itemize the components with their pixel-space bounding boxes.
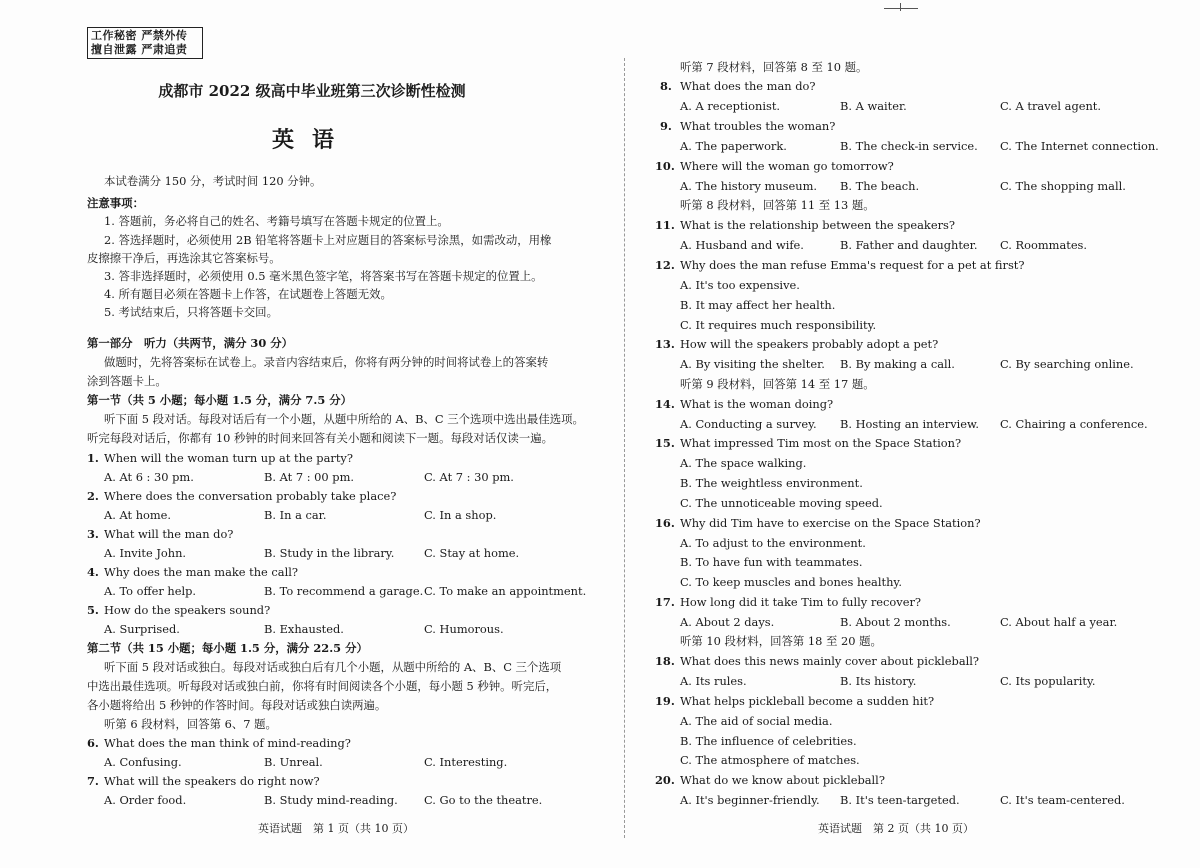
option-a: A. About 2 days.: [680, 615, 775, 629]
stamp-line-2: 擅自泄露 严肃追责: [91, 43, 188, 56]
question-number: 17.: [655, 595, 675, 609]
option-c: C. The shopping mall.: [1000, 179, 1126, 193]
part1-desc-1: 做题时，先将答案标在试卷上。录音内容结束后，你将有两分钟的时间将试卷上的答案转: [104, 355, 549, 369]
option-a: A. Husband and wife.: [680, 238, 804, 252]
subject-title: 英语: [271, 127, 352, 153]
section2-title: 第二节（共 15 小题；每小题 1.5 分，满分 22.5 分）: [87, 641, 368, 655]
question-stem: What do we know about pickleball?: [680, 773, 885, 787]
question-stem: What does the man do?: [680, 79, 816, 93]
stamp-line-1: 工作秘密 严禁外传: [91, 29, 188, 42]
material-9-header: 听第 9 段材料，回答第 14 至 17 题。: [680, 377, 875, 391]
question-number: 15.: [655, 436, 675, 450]
option-a: A. At home.: [104, 508, 172, 522]
option-a: A. A receptionist.: [680, 99, 781, 113]
option-a: A. Its rules.: [680, 674, 747, 688]
question-stem: How long did it take Tim to fully recover?: [680, 595, 921, 609]
question-stem: What will the man do?: [104, 527, 234, 541]
option-c: C. Roommates.: [1000, 238, 1088, 252]
option-a: A. At 6 : 30 pm.: [104, 470, 194, 484]
score-time: 本试卷满分 150 分，考试时间 120 分钟。: [104, 174, 322, 188]
option-b: B. Father and daughter.: [840, 238, 978, 252]
section2-desc-1: 听下面 5 段对话或独白。每段对话或独白后有几个小题，从题中所给的 A、B、C 三个选项: [104, 660, 562, 674]
option-c: C. About half a year.: [1000, 615, 1118, 629]
option-a: A. The paperwork.: [680, 139, 787, 153]
option-c: C. A travel agent.: [1000, 99, 1102, 113]
option-c: C. To keep muscles and bones healthy.: [680, 575, 902, 589]
note-3: 3. 答非选择题时，必须使用 0.5 毫米黑色签字笔，将答案书写在答题卡规定的位置上。: [104, 269, 543, 283]
question-number: 1.: [87, 451, 99, 465]
option-c: C. By searching online.: [1000, 357, 1134, 371]
option-c: C. Chairing a conference.: [1000, 417, 1148, 431]
option-a: A. The aid of social media.: [680, 714, 833, 728]
material-8-header: 听第 8 段材料，回答第 11 至 13 题。: [680, 198, 875, 212]
option-b: B. About 2 months.: [840, 615, 951, 629]
part1-desc-2: 涂到答题卡上。: [87, 374, 167, 388]
question-number: 3.: [87, 527, 99, 541]
question-stem: Where will the woman go tomorrow?: [680, 159, 894, 173]
exam-title: 成都市 2022 级高中毕业班第三次诊断性检测: [158, 82, 466, 100]
question-number: 5.: [87, 603, 99, 617]
question-number: 2.: [87, 489, 99, 503]
question-stem: What will the speakers do right now?: [104, 774, 320, 788]
option-a: A. To offer help.: [104, 584, 197, 598]
question-number: 14.: [655, 397, 675, 411]
option-b: B. By making a call.: [840, 357, 955, 371]
material-10-header: 听第 10 段材料，回答第 18 至 20 题。: [680, 634, 882, 648]
question-stem: What impressed Tim most on the Space Station?: [680, 436, 962, 450]
question-number: 7.: [87, 774, 99, 788]
note-2a: 2. 答选择题时，必须使用 2B 铅笔将答题卡上对应题目的答案标号涂黑，如需改动，用橡: [104, 233, 552, 247]
question-stem: Why does the man make the call?: [104, 565, 298, 579]
note-4: 4. 所有题目必须在答题卡上作答，在试题卷上答题无效。: [104, 287, 392, 301]
option-a: A. By visiting the shelter.: [680, 357, 825, 371]
question-number: 9.: [660, 119, 672, 133]
confidential-stamp: [87, 27, 203, 59]
option-b: B. The weightless environment.: [680, 476, 863, 490]
question-stem: Why did Tim have to exercise on the Space Station?: [680, 516, 981, 530]
option-c: C. At 7 : 30 pm.: [424, 470, 514, 484]
option-a: A. The history museum.: [680, 179, 818, 193]
note-5: 5. 考试结束后，只将答题卡交回。: [104, 305, 278, 319]
option-b: B. In a car.: [264, 508, 327, 522]
option-b: B. Exhausted.: [264, 622, 344, 636]
notes-title: 注意事项：: [87, 196, 144, 210]
option-b: B. Unreal.: [264, 755, 323, 769]
question-stem: What helps pickleball become a sudden hit?: [680, 694, 935, 708]
option-b: B. The check-in service.: [840, 139, 978, 153]
option-c: C. The atmosphere of matches.: [680, 753, 860, 767]
page-footer-2: 英语试题 第 2 页（共 10 页）: [818, 822, 974, 835]
option-b: B. A waiter.: [840, 99, 907, 113]
page-2: [628, 0, 1200, 868]
option-a: A. Conducting a survey.: [680, 417, 817, 431]
option-c: C. Interesting.: [424, 755, 508, 769]
option-a: A. It's too expensive.: [680, 278, 800, 292]
option-b: B. The beach.: [840, 179, 920, 193]
part1-title: 第一部分 听力（共两节，满分 30 分）: [87, 336, 294, 350]
page-divider: [624, 58, 625, 838]
question-stem: What is the relationship between the speakers?: [680, 218, 955, 232]
section1-title: 第一节（共 5 小题；每小题 1.5 分，满分 7.5 分）: [87, 393, 352, 407]
option-a: A. Order food.: [104, 793, 187, 807]
option-c: C. Go to the theatre.: [424, 793, 543, 807]
option-c: C. It requires much responsibility.: [680, 318, 877, 332]
option-a: A. Invite John.: [104, 546, 187, 560]
page-footer-1: 英语试题 第 1 页（共 10 页）: [258, 822, 414, 835]
material-7-header: 听第 7 段材料，回答第 8 至 10 题。: [680, 60, 868, 74]
question-number: 18.: [655, 654, 675, 668]
option-b: B. At 7 : 00 pm.: [264, 470, 354, 484]
material-6-header: 听第 6 段材料，回答第 6、7 题。: [104, 717, 277, 731]
section1-desc-2: 听完每段对话后，你都有 10 秒钟的时间来回答有关小题和阅读下一题。每段对话仅读一遍。: [87, 431, 553, 445]
option-b: B. To recommend a garage.: [264, 584, 424, 598]
question-number: 12.: [655, 258, 675, 272]
option-b: B. It may affect her health.: [680, 298, 836, 312]
question-stem: Where does the conversation probably take place?: [104, 489, 397, 503]
question-number: 8.: [660, 79, 672, 93]
question-number: 19.: [655, 694, 675, 708]
question-stem: How do the speakers sound?: [104, 603, 271, 617]
question-number: 6.: [87, 736, 99, 750]
question-number: 20.: [655, 773, 675, 787]
section2-desc-2: 中选出最佳选项。听每段对话或独白前，你将有时间阅读各个小题，每小题 5 秒钟。听完后，: [87, 679, 558, 693]
question-stem: Why does the man refuse Emma's request for a pet at first?: [680, 258, 1025, 272]
section1-desc-1: 听下面 5 段对话。每段对话后有一个小题，从题中所给的 A、B、C 三个选项中选出最佳选项。: [104, 412, 584, 426]
option-c: C. Humorous.: [424, 622, 504, 636]
option-b: B. It's teen-targeted.: [840, 793, 960, 807]
option-a: A. It's beginner-friendly.: [680, 793, 820, 807]
option-a: A. The space walking.: [680, 456, 807, 470]
question-number: 13.: [655, 337, 675, 351]
option-c: C. In a shop.: [424, 508, 497, 522]
option-b: B. Its history.: [840, 674, 917, 688]
option-c: C. The Internet connection.: [1000, 139, 1159, 153]
option-c: C. Its popularity.: [1000, 674, 1096, 688]
option-c: C. Stay at home.: [424, 546, 520, 560]
question-stem: How will the speakers probably adopt a pet?: [680, 337, 939, 351]
question-stem: What does this news mainly cover about pickleball?: [680, 654, 980, 668]
section2-desc-3: 各小题将给出 5 秒钟的作答时间。每段对话或独白读两遍。: [87, 698, 387, 712]
question-number: 4.: [87, 565, 99, 579]
option-b: B. Study in the library.: [264, 546, 395, 560]
question-stem: What does the man think of mind-reading?: [104, 736, 351, 750]
option-c: C. It's team-centered.: [1000, 793, 1125, 807]
question-number: 10.: [655, 159, 675, 173]
option-b: B. To have fun with teammates.: [680, 555, 863, 569]
question-number: 16.: [655, 516, 675, 530]
option-c: C. To make an appointment.: [424, 584, 587, 598]
option-b: B. The influence of celebrities.: [680, 734, 857, 748]
option-c: C. The unnoticeable moving speed.: [680, 496, 883, 510]
option-a: A. Surprised.: [104, 622, 180, 636]
note-2b: 皮擦擦干净后，再选涂其它答案标号。: [87, 251, 281, 265]
question-stem: What troubles the woman?: [680, 119, 836, 133]
option-a: A. To adjust to the environment.: [680, 536, 866, 550]
question-stem: What is the woman doing?: [680, 397, 834, 411]
question-stem: When will the woman turn up at the party?: [104, 451, 353, 465]
note-1: 1. 答题前，务必将自己的姓名、考籍号填写在答题卡规定的位置上。: [104, 214, 449, 228]
option-b: B. Study mind-reading.: [264, 793, 398, 807]
question-number: 11.: [655, 218, 675, 232]
option-b: B. Hosting an interview.: [840, 417, 980, 431]
option-a: A. Confusing.: [104, 755, 182, 769]
